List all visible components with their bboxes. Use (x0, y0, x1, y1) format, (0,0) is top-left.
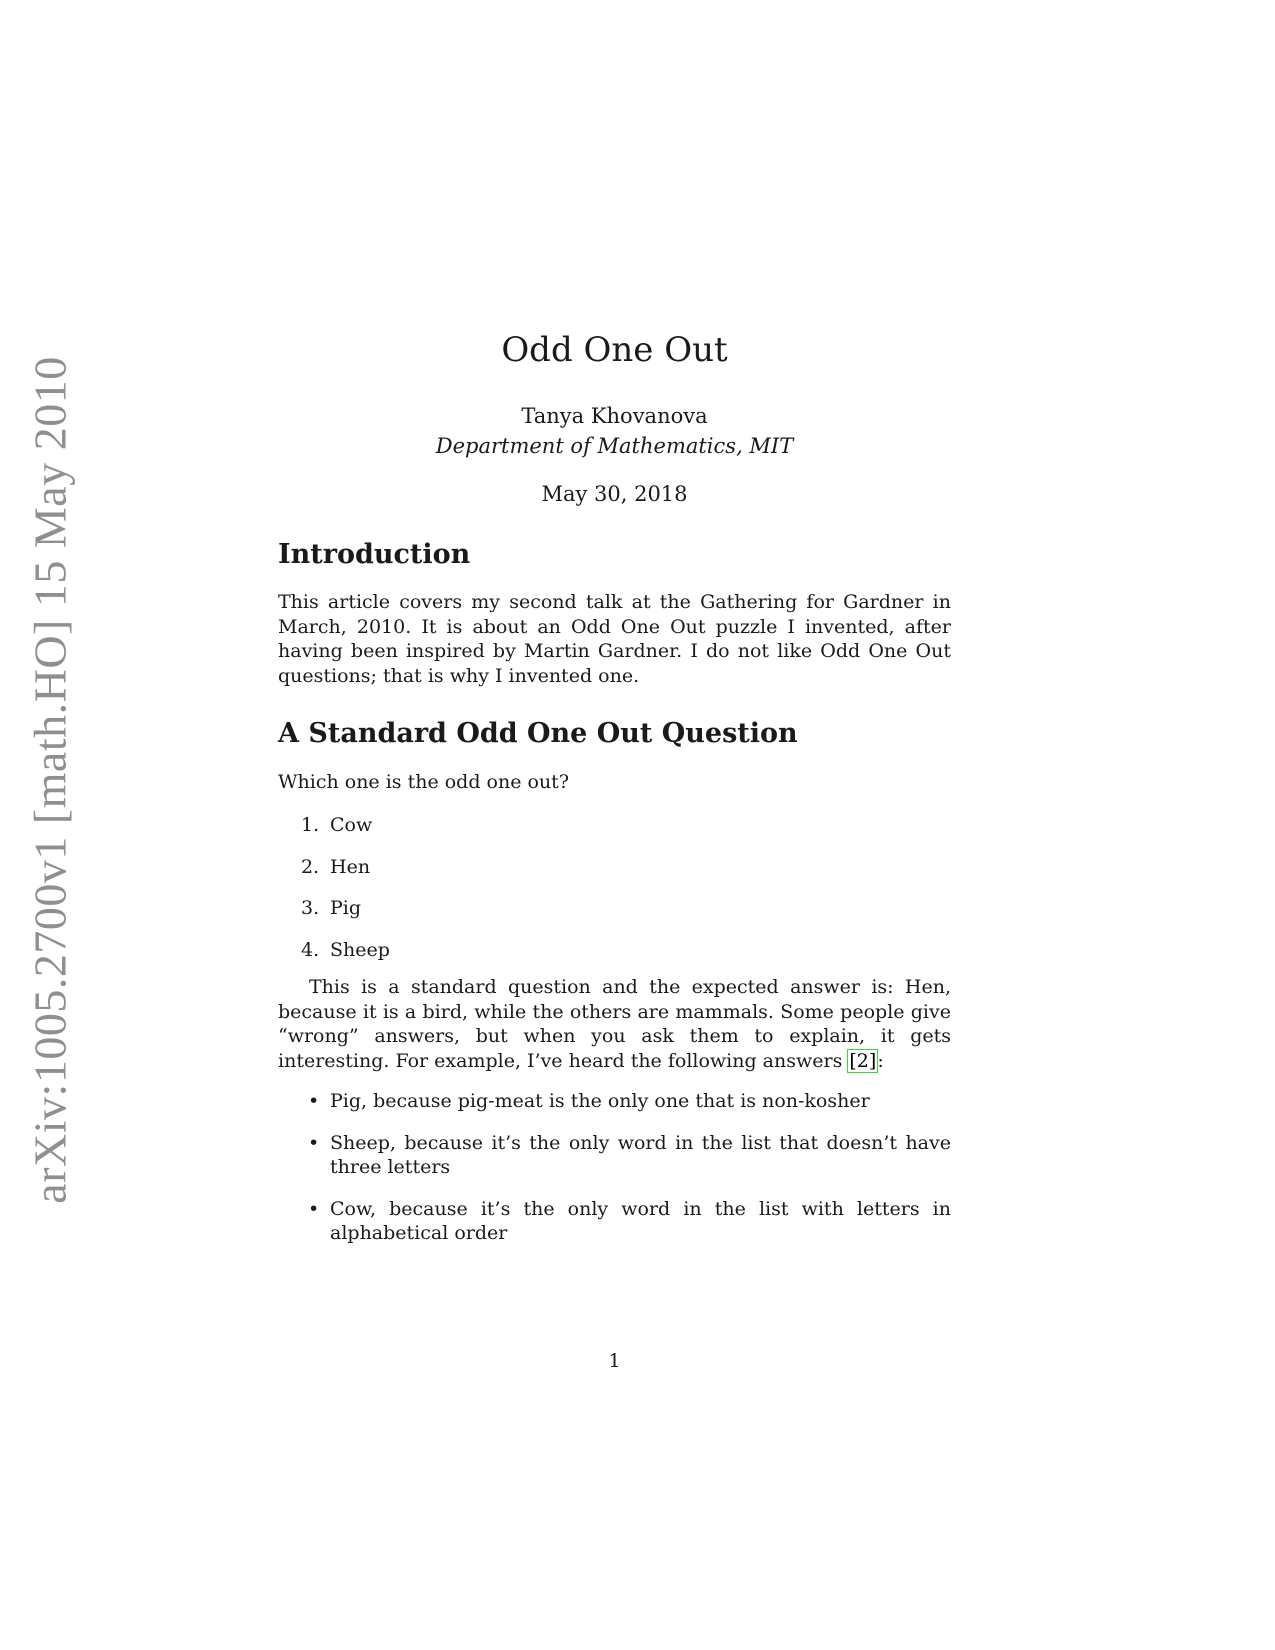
paragraph-text: This is a standard question and the expected answer is: Hen, because it is a bird, while the others are mammals. Some people give “wrong” answers, but when you ask them to explain, it gets interesting. For example, I’ve heard the following answers (278, 976, 951, 1073)
author-name: Tanya Khovanova (521, 404, 708, 428)
list-item (278, 1197, 951, 1246)
section-heading-introduction: Introduction (278, 539, 471, 570)
option-number: 3. (301, 897, 320, 919)
list-item (278, 1131, 951, 1180)
options-list (278, 813, 951, 979)
option-number: 4. (301, 938, 320, 961)
intro-paragraph: This article covers my second talk at the Gathering for Gardner in March, 2010. It is about an Odd One Out puzzle I invented, after having been inspired by Martin Gardner. I do not like Odd One Out questions; that is why I invented one. (278, 591, 951, 688)
citation-link[interactable]: [2] (849, 1050, 877, 1073)
option-number: 2. (301, 855, 320, 878)
list-item (278, 938, 951, 980)
body-paragraph (278, 975, 951, 1074)
option-label: Hen (330, 855, 371, 878)
option-number: 1. (301, 814, 320, 836)
answer-text: Pig, because pig-meat is the only one that is non-kosher (330, 1090, 870, 1112)
paragraph-text-end: : (877, 1050, 884, 1073)
paper-date: May 30, 2018 (541, 482, 688, 506)
list-item (278, 813, 951, 855)
bullet-icon: • (308, 1090, 320, 1112)
list-item (278, 896, 951, 938)
bullet-icon: • (308, 1131, 320, 1154)
arxiv-side-stamp (0, 0, 80, 1650)
section-heading-standard-question: A Standard Odd One Out Question (278, 718, 798, 749)
bullet-icon: • (308, 1197, 320, 1220)
author-affiliation: Department of Mathematics, MIT (435, 434, 794, 458)
list-item (278, 1089, 951, 1114)
paper-title: Odd One Out (501, 330, 728, 370)
list-item (278, 855, 951, 897)
answers-list (278, 1089, 951, 1263)
option-label: Pig (330, 897, 362, 919)
question-text: Which one is the odd one out? (278, 771, 570, 793)
answer-text: Sheep, because it’s the only word in the list that doesn’t have three letters (330, 1131, 951, 1178)
page-number: 1 (608, 1350, 621, 1372)
option-label: Cow (330, 814, 373, 836)
arxiv-identifier: arXiv:1005.2700v1 [math.HO] 15 May 2010 (24, 356, 76, 1204)
option-label: Sheep (330, 938, 390, 961)
answer-text: Cow, because it’s the only word in the list with letters in alphabetical order (330, 1197, 951, 1244)
